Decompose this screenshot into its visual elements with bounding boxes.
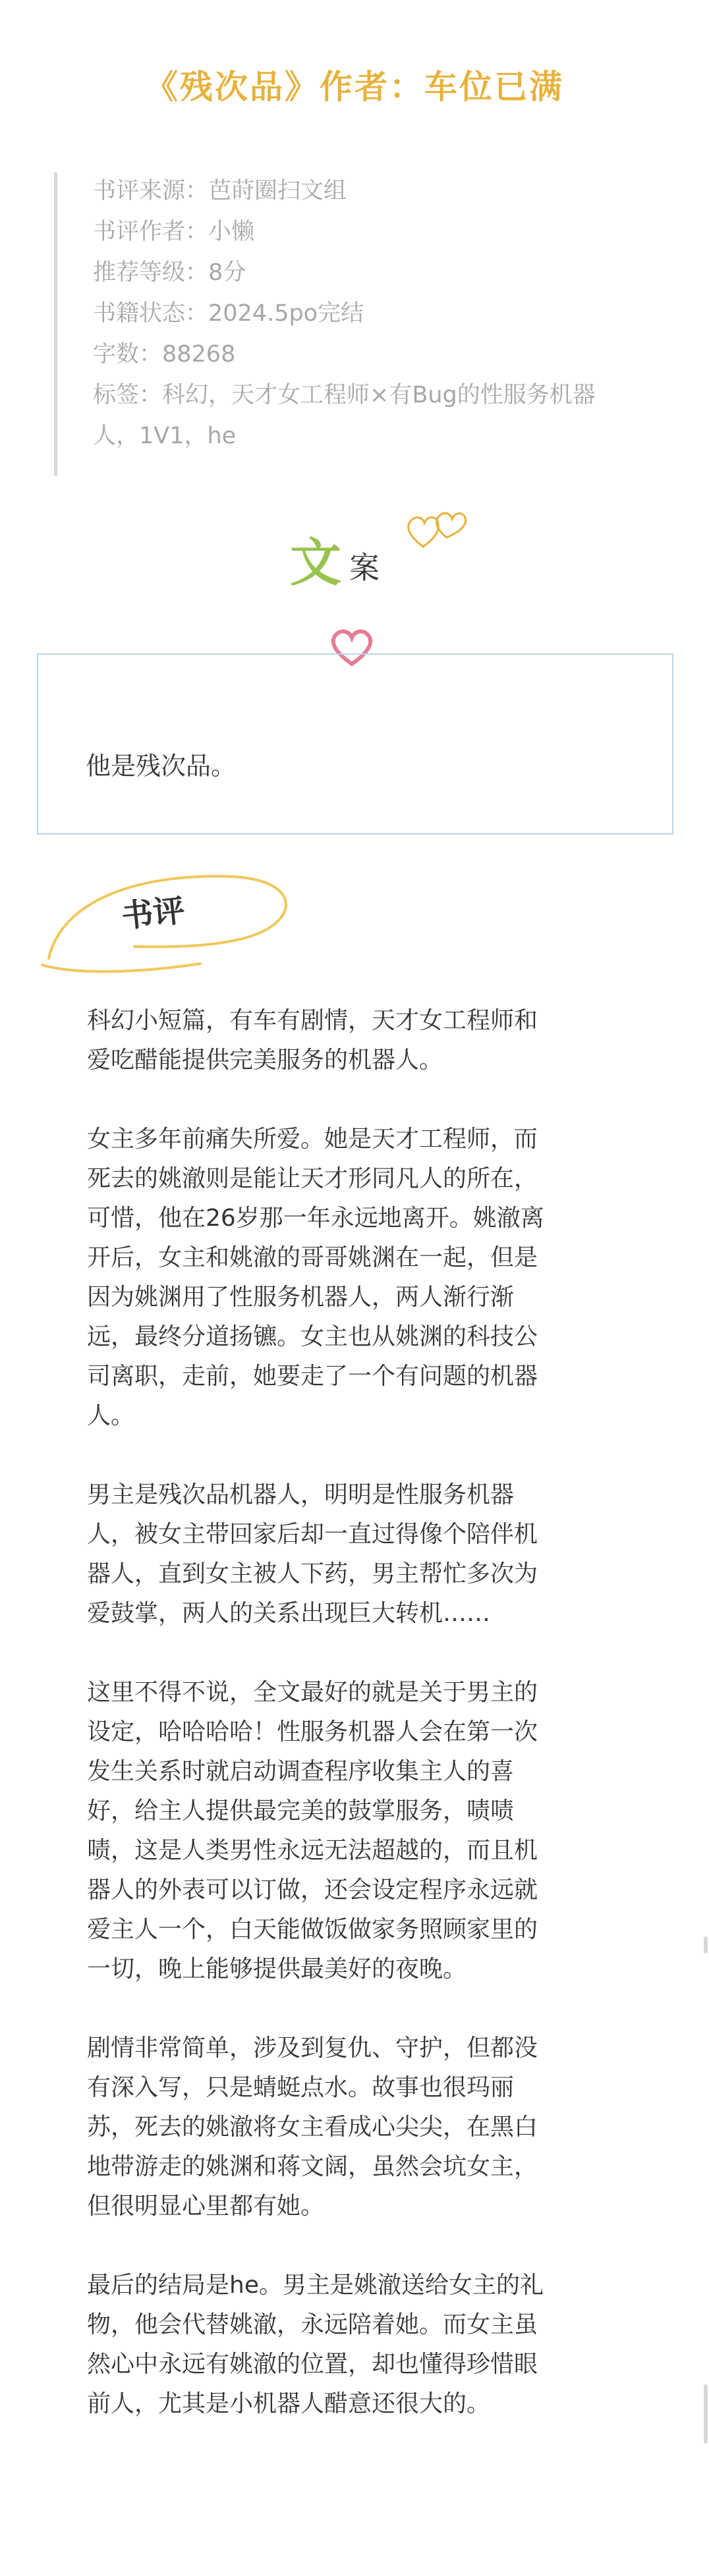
review-paragraph: [87, 2266, 626, 2424]
review-heading: 书评: [119, 892, 187, 935]
review-line: 好，给主人提供最完美的鼓掌服务，啧啧: [87, 1797, 515, 1824]
page-title: 《残次品》作者：车位已满: [145, 68, 564, 106]
review-line: 但很明显心里都有她。: [87, 2193, 325, 2220]
review-line: 人，被女主带回家后却一直过得像个陪伴机: [87, 1521, 538, 1548]
review-line: 然心中永远有姚澈的位置，却也懂得珍惜眼: [87, 2351, 538, 2378]
review-line: 剧情非常简单，涉及到复仇、守护，但都没: [87, 2035, 538, 2062]
review-line: 苏，死去的姚澈将女主看成心尖尖，在黑白: [87, 2114, 538, 2141]
wenan-body: 他是残次品。: [86, 752, 237, 781]
review-line: 器人，直到女主被人下药，男主帮忙多次为: [87, 1560, 538, 1587]
meta-tags-cont: 人，1V1，he: [93, 423, 237, 449]
meta-rating: 推荐等级：8分: [93, 260, 246, 286]
review-line: 男主是残次品机器人，明明是性服务机器: [87, 1481, 515, 1508]
scrollbar-track-mark[interactable]: [704, 2384, 708, 2444]
review-line: 一切，晚上能够提供最美好的夜晚。: [87, 1956, 467, 1983]
review-line: 最后的结局是he。男主是姚澈送给女主的礼: [87, 2272, 544, 2299]
review-line: 开后，女主和姚澈的哥哥姚渊在一起，但是: [87, 1244, 538, 1271]
scrollbar-thumb[interactable]: [704, 1936, 708, 1954]
book-meta: [54, 173, 664, 476]
review-line: 地带游走的姚渊和蒋文阔，虽然会坑女主，: [87, 2153, 538, 2180]
review-paragraph: [87, 1001, 626, 1080]
review-line: 前人，尤其是小机器人醋意还很大的。: [87, 2390, 491, 2417]
review-content: [87, 1001, 626, 2463]
review-line: 因为姚渊用了性服务机器人，两人渐行渐: [87, 1284, 515, 1311]
review-line: 啧，这是人类男性永远无法超越的，而且机: [87, 1837, 538, 1864]
review-line: 司离职，走前，她要走了一个有问题的机器: [87, 1363, 538, 1390]
review-paragraph: [87, 1120, 626, 1436]
meta-author: 书评作者：小懒: [93, 219, 255, 245]
review-line: 这里不得不说，全文最好的就是关于男主的: [87, 1679, 538, 1706]
review-line: 远，最终分道扬镳。女主也从姚渊的科技公: [87, 1323, 538, 1350]
review-paragraph: [87, 2029, 626, 2226]
review-line: 发生关系时就启动调查程序收集主人的喜: [87, 1758, 515, 1785]
wenan-box: [37, 653, 673, 835]
review-line: 死去的姚澈则是能让天才形同凡人的所在，: [87, 1165, 538, 1192]
review-line: 科幻小短篇，有车有剧情，天才女工程师和: [87, 1007, 538, 1034]
review-line: 物，他会代替姚澈，永远陪着她。而女主虽: [87, 2311, 538, 2338]
review-line: 爱主人一个，白天能做饭做家务照顾家里的: [87, 1916, 538, 1943]
meta-wordcount: 字数：88268: [93, 341, 236, 368]
review-paragraph: [87, 1673, 626, 1989]
review-line: 爱吃醋能提供完美服务的机器人。: [87, 1047, 443, 1074]
meta-status: 书籍状态：2024.5po完结: [93, 300, 364, 327]
meta-tags: 标签：科幻，天才女工程师×有Bug的性服务机器: [93, 382, 596, 408]
double-heart-icon: [403, 501, 476, 560]
review-line: 爱鼓掌，两人的关系出现巨大转机……: [87, 1600, 491, 1627]
review-line: 器人的外表可以订做，还会设定程序永远就: [87, 1877, 538, 1904]
wenan-heading-small: 案: [349, 550, 380, 586]
review-line: 可惜，他在26岁那一年永远地离开。姚澈离: [87, 1205, 544, 1232]
review-line: 有深入写，只是蜻蜓点水。故事也很玛丽: [87, 2074, 515, 2101]
review-paragraph: [87, 1475, 626, 1633]
meta-source: 书评来源：芭莳圈扫文组: [93, 178, 347, 204]
review-line: 女主多年前痛失所爱。她是天才工程师，而: [87, 1126, 538, 1153]
wenan-heading-big: 文: [290, 533, 342, 593]
review-line: 设定，哈哈哈哈！性服务机器人会在第一次: [87, 1718, 538, 1745]
review-line: 人。: [87, 1402, 135, 1429]
